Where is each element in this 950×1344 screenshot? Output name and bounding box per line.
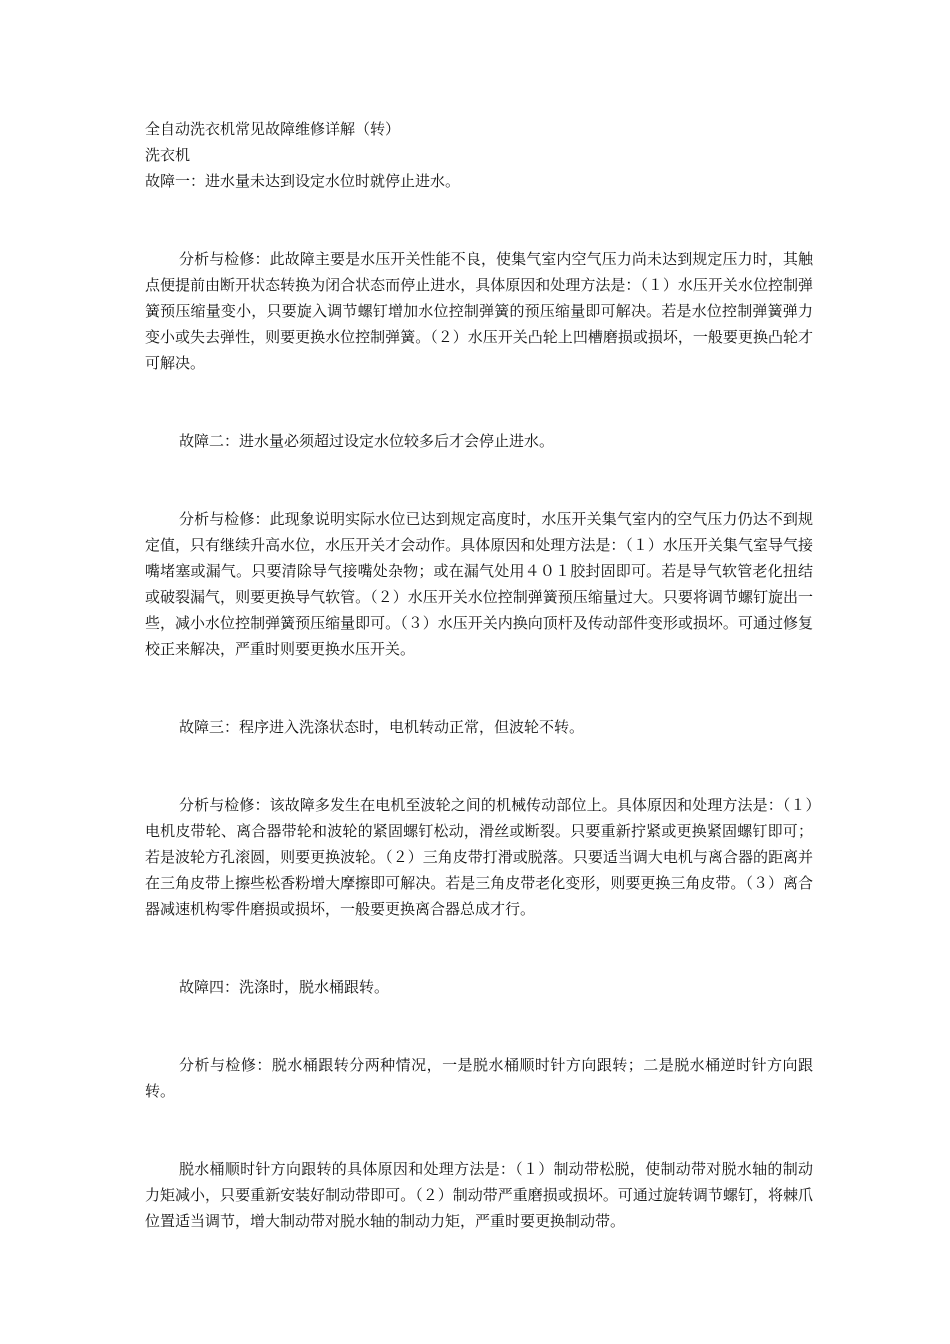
- spacer: [145, 922, 813, 974]
- document-title: 全自动洗衣机常见故障维修详解（转）: [145, 120, 401, 138]
- fault-four-analysis: 分析与检修：脱水桶跟转分两种情况，一是脱水桶顺时针方向跟转；二是脱水桶逆时针方向跟转。: [145, 1056, 813, 1100]
- fault-one-heading: 故障一：进水量未达到设定水位时就停止进水。: [145, 172, 461, 190]
- spacer: [145, 376, 813, 428]
- clockwise-rotation-analysis: 脱水桶顺时针方向跟转的具体原因和处理方法是：（１）制动带松脱，使制动带对脱水轴的制动力矩减小，只要重新安装好制动带即可。（２）制动带严重磨损或损坏。可通过旋转调节螺钉，将棘爪位置适当调节，增大制动带对脱水轴的制动力矩，严重时要更换制动带。: [145, 1160, 813, 1230]
- fault-two-analysis: 分析与检修：此现象说明实际水位已达到规定高度时，水压开关集气室内的空气压力仍达不到规定值，只有继续升高水位，水压开关才会动作。具体原因和处理方法是：（１）水压开关集气室导气接嘴堵塞或漏气。只要清除导气接嘴处杂物；或在漏气处用４０１胶封固即可。若是导气软管老化扭结或破裂漏气，则要更换导气软管。（２）水压开关水位控制弹簧预压缩量过大。只要将调节螺钉旋出一些，减小水位控制弹簧预压缩量即可。（３）水压开关内换向顶杆及传动部件变形或损坏。可通过修复校正来解决，严重时则要更换水压开关。: [145, 510, 813, 658]
- fault-two-heading: 故障二：进水量必须超过设定水位较多后才会停止进水。: [179, 432, 555, 450]
- spacer: [145, 454, 813, 506]
- spacer: [145, 1000, 813, 1052]
- fault-one-analysis: 分析与检修：此故障主要是水压开关性能不良，使集气室内空气压力尚未达到规定压力时，其触点便提前由断开状态转换为闭合状态而停止进水，具体原因和处理方法是：（１）水压开关水位控制弹簧预压缩量变小，只要旋入调节螺钉增加水位控制弹簧的预压缩量即可解决。若是水位控制弹簧弹力变小或失去弹性，则要更换水位控制弹簧。（２）水压开关凸轮上凹槽磨损或损坏，一般要更换凸轮才可解决。: [145, 250, 813, 372]
- document-subtitle: 洗衣机: [145, 146, 191, 164]
- fault-three-heading: 故障三：程序进入洗涤状态时，电机转动正常，但波轮不转。: [179, 718, 585, 736]
- fault-four-heading: 故障四：洗涤时，脱水桶跟转。: [179, 978, 390, 996]
- document-body: [145, 116, 813, 1234]
- spacer: [145, 740, 813, 792]
- spacer: [145, 194, 813, 246]
- fault-three-analysis: 分析与检修：该故障多发生在电机至波轮之间的机械传动部位上。具体原因和处理方法是：（１）电机皮带轮、离合器带轮和波轮的紧固螺钉松动，滑丝或断裂。只要重新拧紧或更换紧固螺钉即可；若是波轮方孔滚圆，则要更换波轮。（２）三角皮带打滑或脱落。只要适当调大电机与离合器的距离并在三角皮带上擦些松香粉增大摩擦即可解决。若是三角皮带老化变形，则要更换三角皮带。（３）离合器减速机构零件磨损或损坏，一般要更换离合器总成才行。: [145, 796, 813, 918]
- spacer: [145, 1104, 813, 1156]
- spacer: [145, 662, 813, 714]
